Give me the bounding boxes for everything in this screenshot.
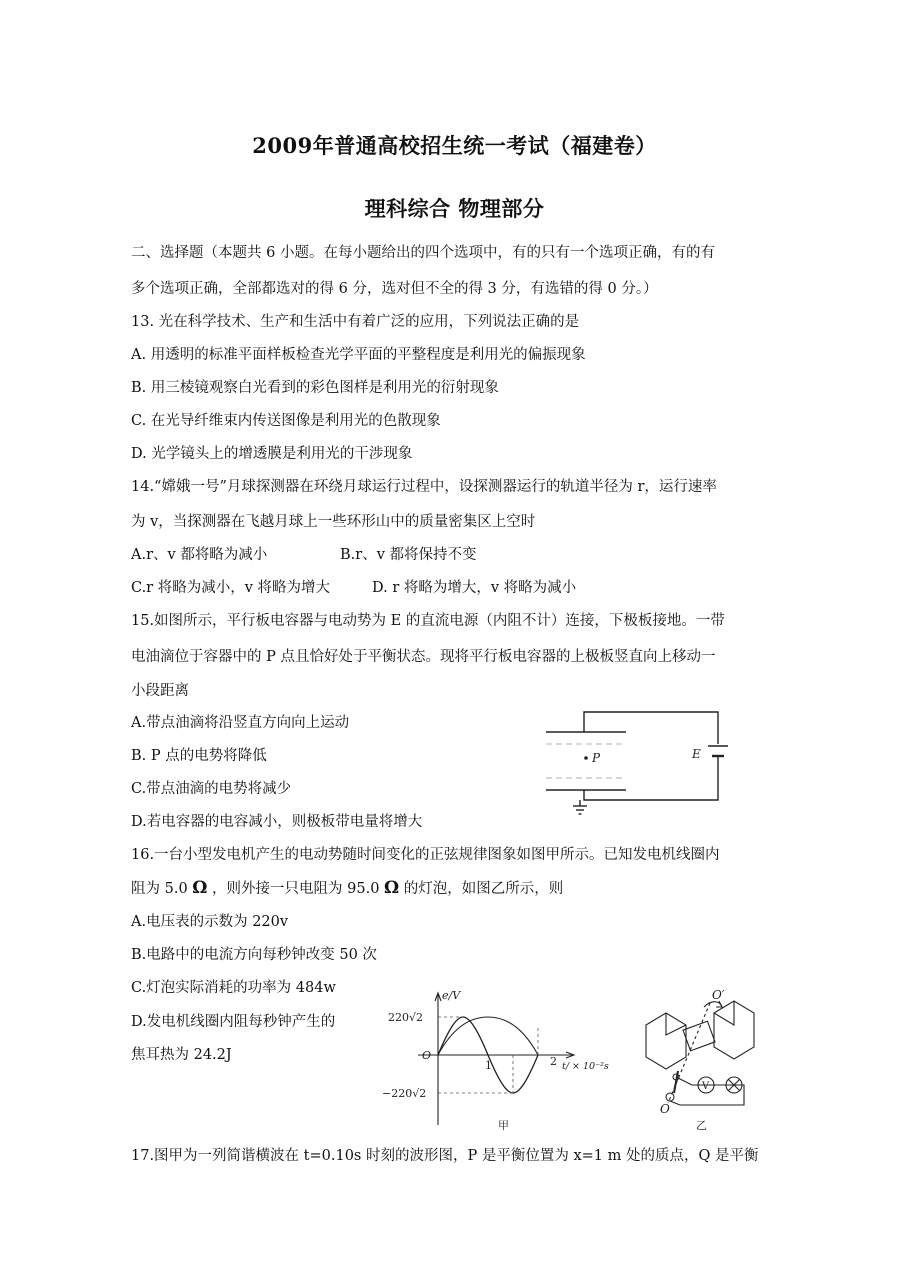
q13-stem: 13. 光在科学技术、生产和生活中有着广泛的应用，下列说法正确的是 (131, 314, 580, 330)
point-p-label: P (592, 751, 601, 765)
q16-stem-part2: ，则外接一只电阻为 95.0 (212, 881, 380, 897)
axis-o-label: O (660, 1102, 670, 1116)
axis-o-prime-label: O′ (712, 988, 725, 1002)
graph-x-tick-2: 2 (550, 1055, 557, 1068)
section-instructions-line1: 二、选择题（本题共 6 小题。在每小题给出的四个选项中，有的只有一个选项正确，有的有 (131, 245, 715, 261)
oil-drop (584, 756, 588, 760)
sine-wave-graph (378, 985, 623, 1135)
q14-option-a: A.r、v 都将略为减小 (131, 547, 268, 563)
q16-option-d-line2: 焦耳热为 24.2J (131, 1047, 232, 1063)
graph-x-label: t/ × 10⁻²s (562, 1061, 609, 1072)
q14-option-c: C.r 将略为减小，v 将略为增大 (131, 580, 331, 596)
q13-option-a: A. 用透明的标准平面样板检查光学平面的平整程度是利用光的偏振现象 (131, 347, 586, 363)
section-instructions-line2: 多个选项正确，全部都选对的得 6 分，选对但不全的得 3 分，有选错的得 0 分。） (131, 281, 658, 297)
q16-option-a: A.电压表的示数为 220v (131, 914, 289, 930)
page-title: 2009年普通高校招生统一考试（福建卷） (252, 133, 657, 158)
q15-stem-line1: 15.如图所示，平行板电容器与电动势为 E 的直流电源（内阻不计）连接，下极板接地。一带 (131, 613, 725, 629)
q16-option-c: C.灯泡实际消耗的功率为 484w (131, 980, 336, 996)
ohm-symbol: Ω (192, 878, 208, 898)
q16-stem-line1: 16.一台小型发电机产生的电动势随时间变化的正弦规律图象如图甲所示。已知发电机线圈内 (131, 847, 720, 863)
graph-x-tick-1: 1 (485, 1059, 492, 1072)
q15-stem-line3: 小段距离 (131, 683, 189, 699)
figure-caption-yi: 乙 (696, 1119, 707, 1132)
q15-stem-line2: 电油滴位于容器中的 P 点且恰好处于平衡状态。现将平行板电容器的上极板竖直向上移动一 (131, 649, 716, 665)
sine-positive-half (438, 1017, 538, 1055)
q14-stem-line1: 14.“嫦娥一号”月球探测器在环绕月球运行过程中，设探测器运行的轨道半径为 r，运行速率 (131, 479, 717, 495)
q13-option-d: D. 光学镜头上的增透膜是利用光的干涉现象 (131, 446, 413, 462)
graph-y-bottom-label: −220√2 (382, 1087, 427, 1100)
q16-stem-part1: 阻为 5.0 (131, 881, 188, 897)
q16-stem-line2 (131, 878, 563, 899)
q17-stem-line1: 17.图甲为一列简谐横波在 t=0.10s 时刻的波形图，P 是平衡位置为 x=1 m 处的质点，Q 是平衡 (131, 1148, 759, 1164)
generator-apparatus-figure (640, 985, 765, 1135)
graph-y-top-label: 220√2 (388, 1011, 424, 1024)
q15-option-b: B. P 点的电势将降低 (131, 748, 267, 764)
graph-caption-jia: 甲 (498, 1119, 509, 1132)
page-subtitle: 理科综合 物理部分 (364, 196, 545, 221)
graph-y-label: e/V (442, 989, 461, 1002)
q15-option-a: A.带点油滴将沿竖直方向向上运动 (131, 715, 350, 731)
q16-option-b: B.电路中的电流方向每秒钟改变 50 次 (131, 947, 377, 963)
lower-wire (584, 764, 718, 800)
q13-option-c: C. 在光导纤维束内传送图像是利用光的色散现象 (131, 413, 441, 429)
capacitor-circuit-figure (540, 702, 755, 822)
q14-option-b: B.r、v 都将保持不变 (340, 547, 477, 563)
q13-option-b: B. 用三棱镜观察白光看到的彩色图样是利用光的衍射现象 (131, 380, 499, 396)
q16-stem-part3: 的灯泡，如图乙所示，则 (403, 881, 564, 897)
q14-option-d: D. r 将略为增大，v 将略为减小 (372, 580, 577, 596)
ohm-symbol: Ω (384, 878, 400, 898)
coil-loop (683, 1021, 715, 1051)
emf-e-label: E (692, 747, 701, 761)
q15-option-c: C.带点油滴的电势将减少 (131, 781, 292, 797)
graph-origin-label: O (422, 1049, 432, 1062)
q14-stem-line2: 为 v，当探测器在飞越月球上一些环形山中的质量密集区上空时 (131, 514, 536, 530)
q15-option-d: D.若电容器的电容减小，则极板带电量将增大 (131, 814, 423, 830)
q16-option-d-line1: D.发电机线圈内阻每秒钟产生的 (131, 1014, 336, 1030)
voltmeter-label: V (702, 1081, 710, 1092)
upper-wire (584, 712, 718, 744)
